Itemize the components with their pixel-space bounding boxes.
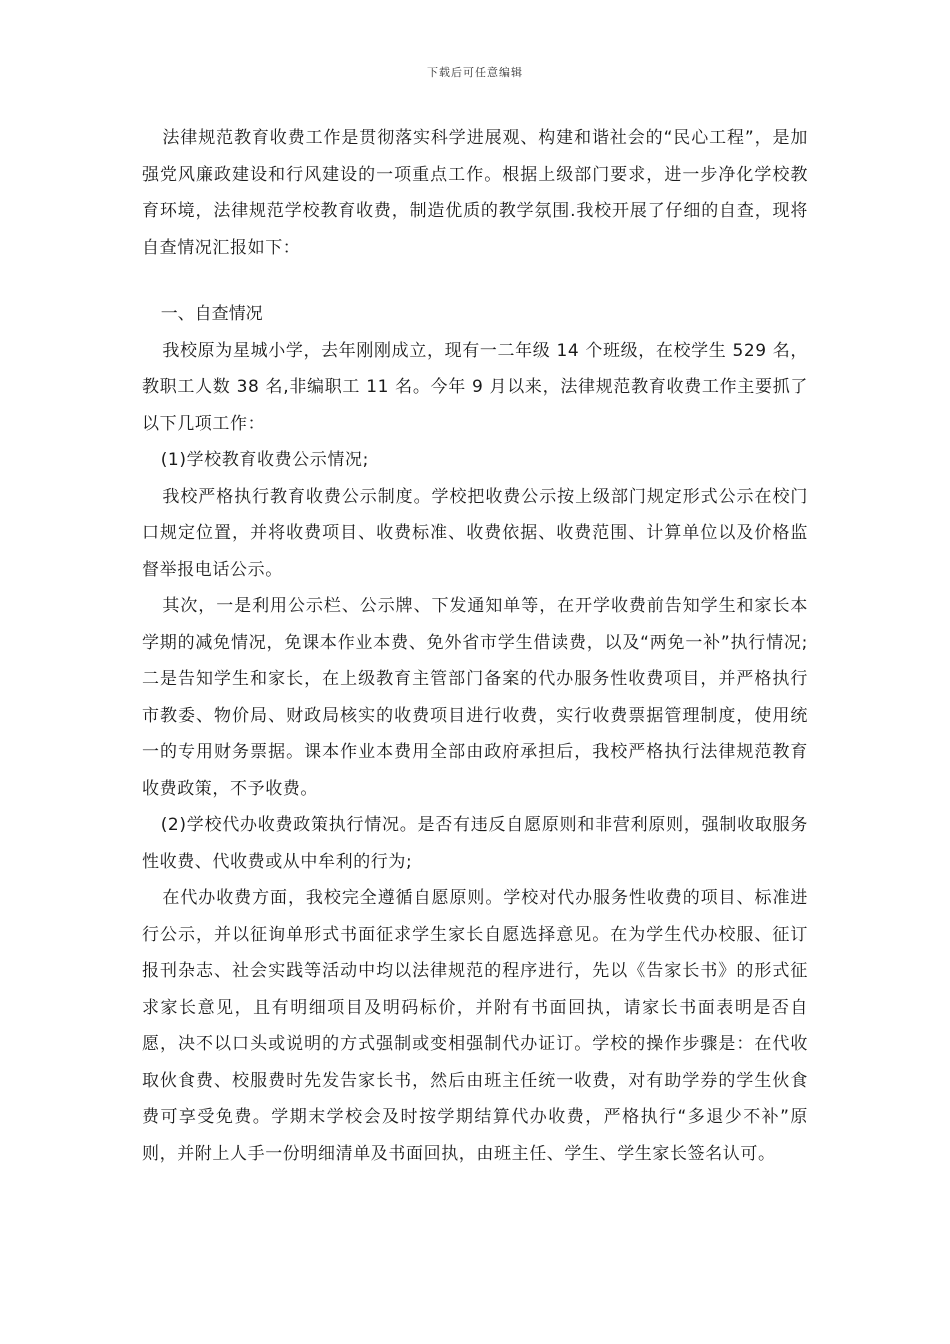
- section-heading: 一、自查情况: [160, 304, 263, 324]
- header-note: 下载后可任意编辑: [427, 66, 523, 79]
- document-body: [142, 120, 808, 1172]
- item1-paragraph: 我校严格执行教育收费公示制度。学校把收费公示按上级部门规定形式公示在校门口规定位置，并将收费项目、收费标准、收费依据、收费范围、计算单位以及价格监督举报电话公示。: [142, 486, 808, 580]
- item2-heading: (2)学校代办收费政策执行情况。是否有违反自愿原则和非营利原则，强制收取服务性收费、代收费或从中牟利的行为;: [142, 815, 808, 872]
- item2-paragraph: 在代办收费方面，我校完全遵循自愿原则。学校对代办服务性收费的项目、标准进行公示，并以征询单形式书面征求学生家长自愿选择意见。在为学生代办校服、征订报刊杂志、社会实践等活动中均以法律规范的程序进行，先以《告家长书》的形式征求家长意见，且有明细项目及明码标价，并附有书面回执，请家长书面表明是否自愿，决不以口头或说明的方式强制或变相强制代办证订。学校的操作步骤是：在代收取伙食费、校服费时先发告家长书，然后由班主任统一收费，对有助学券的学生伙食费可享受免费。学期末学校会及时按学期结算代办收费，严格执行“多退少不补”原则，并附上人手一份明细清单及书面回执，由班主任、学生、学生家长签名认可。: [142, 888, 808, 1164]
- intro-paragraph: 法律规范教育收费工作是贯彻落实科学进展观、构建和谐社会的“民心工程”，是加强党风廉政建设和行风建设的一项重点工作。根据上级部门要求，进一步净化学校教育环境，法律规范学校教育收费，制造优质的教学氛围.我校开展了仔细的自查，现将自查情况汇报如下：: [142, 128, 808, 258]
- item1-heading: (1)学校教育收费公示情况;: [160, 450, 369, 470]
- item1-paragraph-2: 其次，一是利用公示栏、公示牌、下发通知单等，在开学收费前告知学生和家长本学期的减免情况，免课本作业本费、免外省市学生借读费，以及“两免一补”执行情况;二是告知学生和家长，在上级教育主管部门备案的代办服务性收费项目，并严格执行市教委、物价局、财政局核实的收费项目进行收费，实行收费票据管理制度，使用统一的专用财务票据。课本作业本费用全部由政府承担后，我校严格执行法律规范教育收费政策，不予收费。: [142, 596, 808, 799]
- paragraph-gap: [142, 266, 808, 296]
- school-info-paragraph: 我校原为星城小学，去年刚刚成立，现有一二年级 14 个班级，在校学生 529 名，教职工人数 38 名,非编职工 11 名。今年 9 月以来，法律规范教育收费工作主要抓了以下几项工作：: [142, 340, 808, 434]
